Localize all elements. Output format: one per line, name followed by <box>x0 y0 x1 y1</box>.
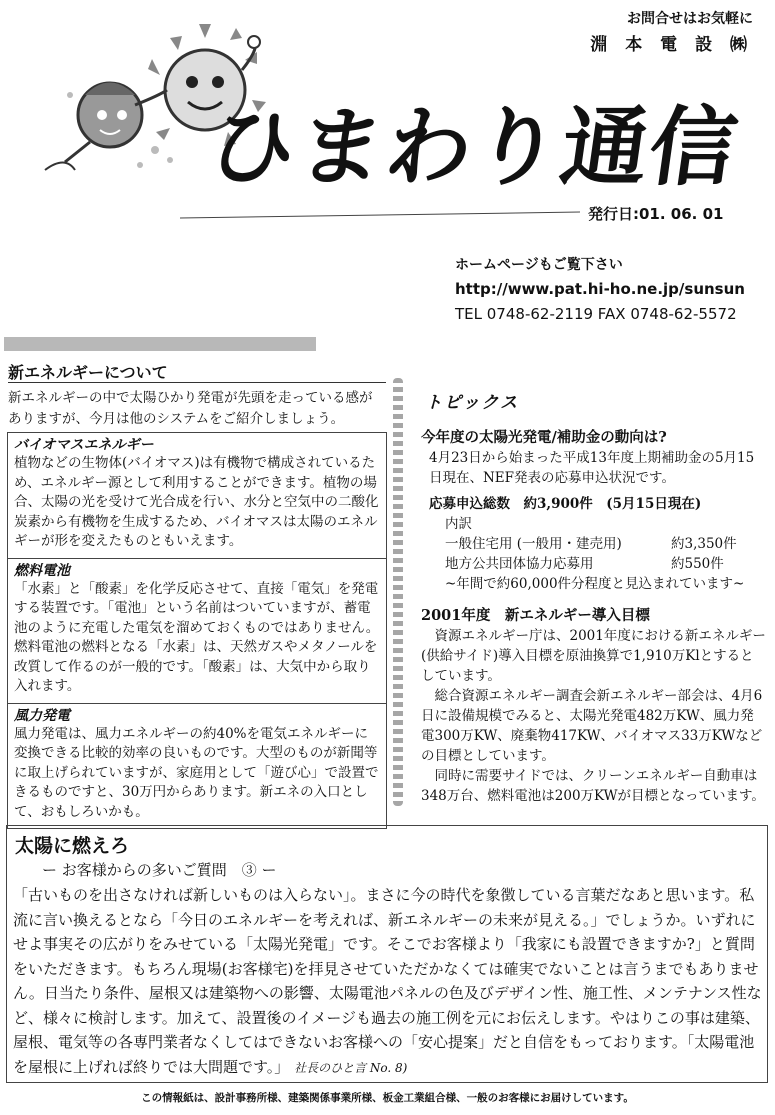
phone-fax: TEL 0748-62-2119 FAX 0748-62-5572 <box>455 305 737 323</box>
topics-title: トピックス <box>425 393 520 413</box>
chain-divider <box>393 378 403 806</box>
box-heading: 燃料電池 <box>14 562 70 579</box>
issue-date: 発行日:01. 06. 01 <box>588 205 724 223</box>
box-body: 植物などの生物体(バイオマス)は有機物で構成されているため、エネルギー源として利用することができます。植物の場合、太陽の光を受けて光合成を行い、水分と空気中の二酸化炭素から有機物を生成するため、バイオマスは太陽のエネルギーが形を変えたものともいえます。 <box>14 455 379 549</box>
row-value: 約550件 <box>671 556 724 572</box>
row-value: 約3,350件 <box>671 536 737 552</box>
column-title: 太陽に燃えろ <box>15 835 130 857</box>
topic2-paragraph: 資源エネルギー庁は、2001年度における新エネルギー(供給サイド)導入目標を原油換算で1,910万Klとするとしています。 <box>421 628 766 684</box>
newsletter-title: ひまわり通信 <box>202 98 746 198</box>
column-body <box>13 883 763 1080</box>
breakdown-label: 内訳 <box>445 516 472 532</box>
fuel-cell-box <box>8 559 386 704</box>
breakdown-row <box>421 534 767 554</box>
topic1-heading: 今年度の太陽光発電/補助金の動向は? <box>421 429 667 446</box>
topic2-paragraph: 同時に需要サイドでは、クリーンエネルギー自動車は348万台、燃料電池は200万KWが目標となっています。 <box>421 768 765 804</box>
topics-column <box>421 428 767 806</box>
row-label: 一般住宅用 (一般用・建売用) <box>445 536 622 552</box>
distribution-footer: この情報紙は、設計事務所様、建築関係事業所様、板金工業組合様、一般のお客様にお届けしています。 <box>141 1092 634 1104</box>
topic1-body: 4月23日から始まった平成13年度上期補助金の5月15日現在、NEF発表の応募申込状況です。 <box>429 450 755 486</box>
drop-mascot-icon <box>45 83 167 171</box>
box-heading: 風力発電 <box>14 707 70 724</box>
topic2-heading: 2001年度 新エネルギー導入目標 <box>421 607 650 624</box>
breakdown-row <box>421 554 767 574</box>
president-column-box <box>6 825 768 1083</box>
section-gray-bar <box>4 337 316 351</box>
new-energy-intro: 新エネルギーの中で太陽ひかり発電が先頭を走っている感がありますが、今月は他のシステムをご紹介しましょう。 <box>8 390 373 427</box>
column-signature: 社長のひと言 No. 8) <box>294 1060 408 1075</box>
website-block <box>455 254 745 298</box>
company-name: 淵 本 電 設 ㈱ <box>590 35 753 55</box>
contact-block <box>590 8 753 55</box>
new-energy-title: 新エネルギーについて <box>8 363 168 382</box>
box-body: 風力発電は、風力エネルギーの約40%を電気エネルギーに変換できる比較的効率の良いものです。大型のものが新聞等に取上げられていますが、家庭用として「遊び心」で設置できるものですと、30万円からあります。新エネの入口として、おもしろいかも。 <box>14 725 379 820</box>
column-subtitle: ー お客様からの多いご質問 ③ ー <box>42 861 277 879</box>
wind-power-box <box>8 704 386 829</box>
energy-boxes <box>7 432 387 829</box>
website-url[interactable]: http://www.pat.hi-ho.ne.jp/sunsun <box>455 280 745 298</box>
box-heading: バイオマスエネルギー <box>14 437 154 453</box>
contact-line: お問合せはお気軽に <box>627 11 753 27</box>
row-label: 地方公共団体協力応募用 <box>445 556 594 572</box>
annual-note: ~年間で約60,000件分程度と見込まれています~ <box>445 576 745 592</box>
biomass-box <box>8 433 386 559</box>
column-text: 「古いものを出さなければ新しいものは入らない」。まさに今の時代を象徴している言葉だなあと思います。私流に言い換えるとなら「今日のエネルギーを考えれば、新エネルギーの未来が見える。」でしょうか。いずれにせよ事実その広がりをみせている「太陽光発電」です。そこでお客様より「我家にも設置できますか?」と質問をいただきます。もちろん現場(お客様宅)を拝見させていただかなくては確実でないことは言うまでもありません。日当たり条件、屋根又は建築物への影響、太陽電池パネルの色及びデザイン性、施工性、メンテナンス性など、様々に検討します。加えて、設置後のイメージも過去の施工例を元にお伝えします。やはりこの事は建築、屋根、電気等の各専門業者なくしてはできないお客様への「安心提案」だと自信をもっております。「太陽電池を屋根に上げれば終りでは大問題です。」 <box>13 886 762 1076</box>
topic2-paragraph: 総合資源エネルギー調査会新エネルギー部会は、4月6日に設備規模でみると、太陽光発電482万KW、風力発電300万KW、廃棄物417KW、バイオマス33万KWなどの目標としています。 <box>421 688 763 764</box>
box-body: 「水素」と「酸素」を化学反応させて、直接「電気」を発電する装置です。「電池」という名前はついていますが、蓄電池のように充電した電気を溜めておくものではありません。燃料電池の燃料となる「水素」は、天然ガスやメタノールを改質して作るのが一般的です。「酸素」は、大気中から取り入れます。 <box>14 580 380 694</box>
total-applications: 応募申込総数 約3,900件 (5月15日現在) <box>429 496 702 512</box>
title-rule <box>8 382 386 383</box>
website-invite: ホームページもご覧下さい <box>455 257 623 273</box>
